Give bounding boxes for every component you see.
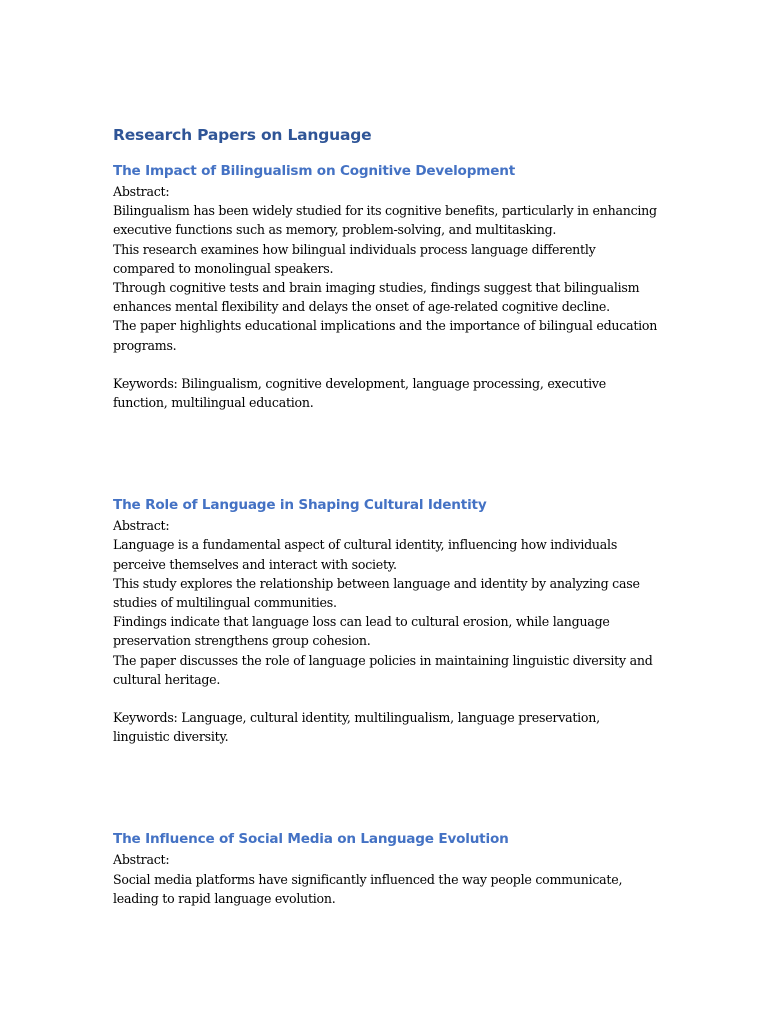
abstract-line: The paper discusses the role of language policies in maintaining linguistic diversity and cultural heritage. <box>113 652 653 687</box>
abstract-label: Abstract: <box>113 852 170 868</box>
section-spacer <box>113 412 658 496</box>
document-page <box>113 124 658 908</box>
document-title: Research Papers on Language <box>113 126 372 144</box>
paper-title: The Role of Language in Shaping Cultural Identity <box>113 497 487 514</box>
paper-title: The Influence of Social Media on Language Evolution <box>113 831 509 848</box>
paper-section <box>113 162 658 412</box>
abstract-line: Bilingualism has been widely studied for its cognitive benefits, particularly in enhancing executive functions such as memory, problem-solving, and multitasking. <box>113 203 657 238</box>
paper-title: The Impact of Bilingualism on Cognitive Development <box>113 163 515 179</box>
abstract-line: Through cognitive tests and brain imaging studies, findings suggest that bilingualism enhances mental flexibility and delays the onset of age-related cognitive decline. <box>113 280 640 315</box>
section-spacer <box>113 746 658 830</box>
abstract-label: Abstract: <box>113 184 170 199</box>
abstract-line: Social media platforms have significantly influenced the way people communicate, leading to rapid language evolution. <box>113 871 623 906</box>
abstract-line: The paper highlights educational implications and the importance of bilingual education programs. <box>113 318 658 353</box>
keywords: Keywords: Bilingualism, cognitive development, language processing, executive function, multilingual education. <box>113 375 606 411</box>
paper-section <box>113 496 658 746</box>
abstract-line: This study explores the relationship between language and identity by analyzing case studies of multilingual communities. <box>113 575 640 611</box>
abstract-line: Language is a fundamental aspect of cultural identity, influencing how individuals perceive themselves and interact with society. <box>113 537 618 572</box>
abstract-line: Findings indicate that language loss can lead to cultural erosion, while language preservation strengthens group cohesion. <box>113 614 610 649</box>
abstract-line: This research examines how bilingual individuals process language differently compared to monolingual speakers. <box>113 241 596 276</box>
abstract-label: Abstract: <box>113 518 170 534</box>
paper-section <box>113 830 658 908</box>
keywords: Keywords: Language, cultural identity, multilingualism, language preservation, linguistic diversity. <box>113 710 600 745</box>
